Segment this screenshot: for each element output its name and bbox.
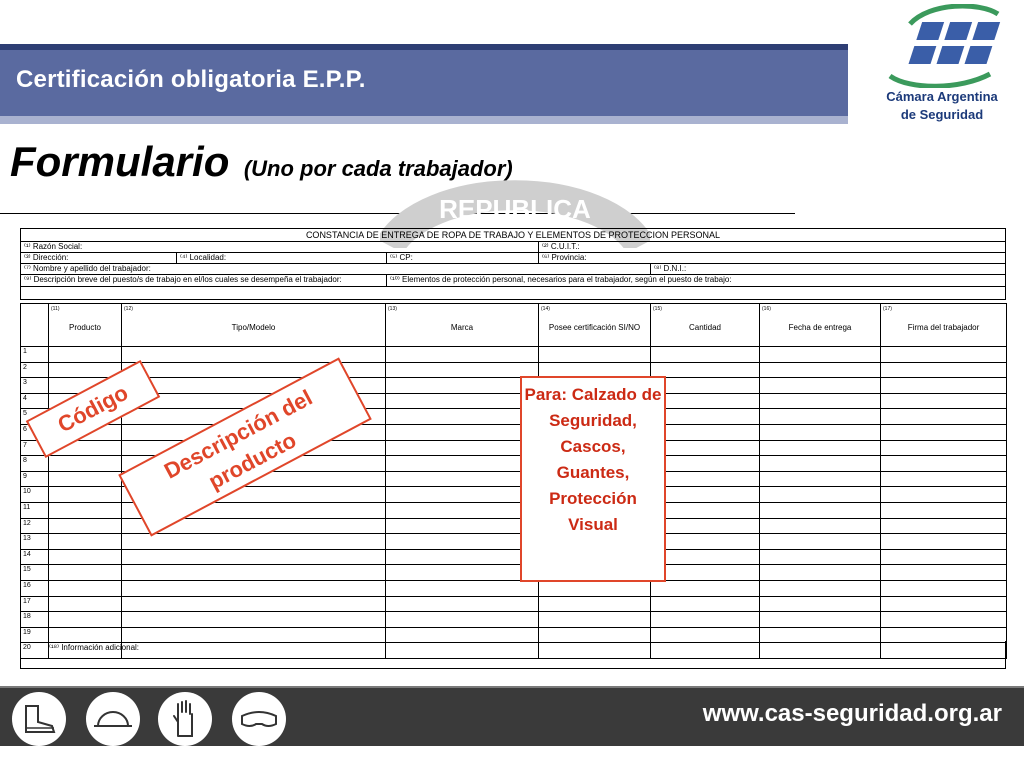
- table-cell: [881, 409, 1007, 425]
- table-cell: [386, 409, 539, 425]
- table-cell: [539, 612, 651, 628]
- boot-icon: [12, 692, 66, 746]
- table-cell: [881, 518, 1007, 534]
- nombre-label: ⁽⁷⁾ Nombre y apellido del trabajador:: [21, 264, 651, 274]
- table-cell: [651, 612, 760, 628]
- table-row: [21, 596, 1007, 612]
- direccion-label: ⁽³⁾ Dirección:: [21, 253, 177, 263]
- table-cell: [49, 580, 122, 596]
- table-cell: [386, 534, 539, 550]
- table-cell: [386, 596, 539, 612]
- table-cell: [651, 471, 760, 487]
- table-cell: [386, 549, 539, 565]
- table-row: [21, 565, 1007, 581]
- row-number: 3: [21, 378, 49, 394]
- table-row: [21, 409, 1007, 425]
- table-cell: [881, 362, 1007, 378]
- table-row: [21, 534, 1007, 550]
- row-number: 9: [21, 471, 49, 487]
- logo-icon: [880, 4, 1010, 88]
- table-cell: [386, 580, 539, 596]
- table-cell: [539, 347, 651, 363]
- table-cell: [651, 347, 760, 363]
- table-cell: [651, 487, 760, 503]
- table-row: [21, 378, 1007, 394]
- table-cell: [386, 487, 539, 503]
- table-cell: [760, 440, 881, 456]
- table-cell: [651, 409, 760, 425]
- form-row-blank: [21, 287, 1005, 300]
- table-cell: [386, 347, 539, 363]
- table-cell: [760, 362, 881, 378]
- form-header: [20, 228, 1006, 300]
- table-cell: [760, 393, 881, 409]
- row-number: 14: [21, 549, 49, 565]
- row-number: 18: [21, 612, 49, 628]
- table-cell: [881, 378, 1007, 394]
- row-number: 2: [21, 362, 49, 378]
- table-cell: [760, 612, 881, 628]
- cuit-label: ⁽²⁾ C.U.I.T.:: [542, 242, 580, 251]
- table-cell: [881, 502, 1007, 518]
- table-cell: [651, 502, 760, 518]
- table-cell: [49, 596, 122, 612]
- table-cell: [651, 580, 760, 596]
- logo-line-2: de Seguridad: [900, 107, 984, 122]
- table-cell: [49, 549, 122, 565]
- table-cell: [122, 534, 386, 550]
- table-cell: [760, 378, 881, 394]
- col-header-tipo-modelo: (12) Tipo/Modelo: [122, 304, 386, 347]
- razon-social-label: ⁽¹⁾ Razón Social:: [21, 242, 539, 252]
- row-number: 17: [21, 596, 49, 612]
- table-cell: [651, 518, 760, 534]
- goggles-icon: [232, 692, 286, 746]
- table-cell: [49, 534, 122, 550]
- table-cell: [651, 440, 760, 456]
- row-number: 16: [21, 580, 49, 596]
- table-cell: [760, 409, 881, 425]
- header-band-bottom: [0, 116, 848, 124]
- form-row-razon: [21, 242, 1005, 253]
- footer-url[interactable]: www.cas-seguridad.org.ar: [702, 700, 1002, 727]
- col-header-firma: (17) Firma del trabajador: [881, 304, 1007, 347]
- table-cell: [122, 549, 386, 565]
- table-cell: [881, 456, 1007, 472]
- col-header-fecha: (16) Fecha de entrega: [760, 304, 881, 347]
- table-cell: [539, 596, 651, 612]
- table-cell: [386, 440, 539, 456]
- info-adicional-label: ⁽¹⁸⁾ Información adicional:: [49, 643, 140, 652]
- table-cell: [760, 424, 881, 440]
- callout-para: Para: Calzado de Seguridad, Cascos, Guantes, Protección Visual: [520, 376, 666, 582]
- table-cell: [760, 549, 881, 565]
- table-cell: [122, 580, 386, 596]
- table-cell: [760, 471, 881, 487]
- row-number: 13: [21, 534, 49, 550]
- info-adicional-row: [20, 641, 1006, 669]
- table-cell: [539, 580, 651, 596]
- table-cell: [760, 565, 881, 581]
- table-cell: [49, 518, 122, 534]
- logo-text: [870, 88, 1014, 124]
- form-row-nombre: [21, 264, 1005, 275]
- form-row-descripcion: [21, 275, 1005, 287]
- table-cell: [49, 456, 122, 472]
- row-number: 8: [21, 456, 49, 472]
- table-cell: [760, 596, 881, 612]
- table-cell: [881, 580, 1007, 596]
- col-header-marca: (13) Marca: [386, 304, 539, 347]
- table-cell: [651, 596, 760, 612]
- table-cell: [651, 534, 760, 550]
- logo-line-1: Cámara Argentina: [886, 89, 998, 104]
- table-cell: [651, 362, 760, 378]
- table-cell: [386, 362, 539, 378]
- table-cell: [760, 518, 881, 534]
- row-number: 10: [21, 487, 49, 503]
- table-cell: [881, 549, 1007, 565]
- table-cell: [760, 456, 881, 472]
- table-row: [21, 549, 1007, 565]
- table-cell: [651, 456, 760, 472]
- table-cell: [760, 580, 881, 596]
- watermark-text: REPUBLICA: [439, 194, 591, 224]
- table-cell: [386, 565, 539, 581]
- glove-icon: [158, 692, 212, 746]
- table-cell: [651, 565, 760, 581]
- table-row: [21, 362, 1007, 378]
- table-cell: [49, 487, 122, 503]
- row-number: 1: [21, 347, 49, 363]
- table-cell: [386, 502, 539, 518]
- table-row: [21, 580, 1007, 596]
- table-cell: [386, 612, 539, 628]
- localidad-label: ⁽⁴⁾ Localidad:: [177, 253, 387, 263]
- table-cell: [881, 471, 1007, 487]
- table-cell: [122, 596, 386, 612]
- table-cell: [386, 518, 539, 534]
- table-header-row: [21, 304, 1007, 347]
- dni-label: ⁽⁸⁾ D.N.I.:: [654, 264, 687, 273]
- table-cell: [651, 549, 760, 565]
- table-cell: [760, 534, 881, 550]
- table-cell: [651, 393, 760, 409]
- table-cell: [651, 378, 760, 394]
- row-number: 20: [21, 643, 49, 659]
- table-cell: [760, 502, 881, 518]
- col-header-certificacion: (14) Posee certificación SI/NO: [539, 304, 651, 347]
- headline-title: Formulario: [10, 138, 230, 185]
- table-cell: [386, 471, 539, 487]
- descripcion-label: ⁽⁹⁾ Descripción breve del puesto/s de trabajo en el/los cuales se desempeña el trabajador:: [21, 275, 387, 286]
- headline-subtitle: (Uno por cada trabajador): [243, 156, 513, 181]
- table-cell: [49, 565, 122, 581]
- col-header-producto: (11) Producto: [49, 304, 122, 347]
- table-row: [21, 424, 1007, 440]
- table-cell: [760, 487, 881, 503]
- table-cell: [881, 534, 1007, 550]
- provincia-label: ⁽⁶⁾ Provincia:: [542, 253, 587, 262]
- row-number: 6: [21, 424, 49, 440]
- col-header-cantidad: (15) Cantidad: [651, 304, 760, 347]
- page-title: Certificación obligatoria E.P.P.: [16, 66, 366, 93]
- row-number: 12: [21, 518, 49, 534]
- table-row: [21, 347, 1007, 363]
- row-number: 5: [21, 409, 49, 425]
- table-cell: [881, 565, 1007, 581]
- table-row: [21, 612, 1007, 628]
- table-cell: [49, 347, 122, 363]
- form-row-direccion: [21, 253, 1005, 264]
- table-cell: [386, 393, 539, 409]
- table-cell: [651, 424, 760, 440]
- table-cell: [49, 471, 122, 487]
- row-number: 7: [21, 440, 49, 456]
- table-cell: [49, 502, 122, 518]
- row-number: 11: [21, 502, 49, 518]
- table-cell: [881, 393, 1007, 409]
- table-cell: [122, 612, 386, 628]
- table-cell: [881, 596, 1007, 612]
- helmet-icon: [86, 692, 140, 746]
- table-cell: [881, 612, 1007, 628]
- table-cell: [122, 347, 386, 363]
- row-number: 4: [21, 393, 49, 409]
- row-number: 15: [21, 565, 49, 581]
- table-cell: [760, 347, 881, 363]
- row-number: 19: [21, 627, 49, 643]
- table-cell: [386, 378, 539, 394]
- form-title: CONSTANCIA DE ENTREGA DE ROPA DE TRABAJO Y ELEMENTOS DE PROTECCION PERSONAL: [21, 228, 1005, 242]
- callout-codigo: Código: [26, 360, 161, 458]
- table-row: [21, 393, 1007, 409]
- callout-descripcion: Descripción del producto: [118, 357, 372, 536]
- table-cell: [881, 347, 1007, 363]
- elementos-label: ⁽¹⁰⁾ Elementos de protección personal, necesarios para el trabajador, según el puesto de trabajo:: [390, 275, 732, 284]
- table-cell: [386, 424, 539, 440]
- table-cell: [881, 424, 1007, 440]
- table-cell: [881, 487, 1007, 503]
- table-cell: [122, 565, 386, 581]
- col-header-number: [21, 304, 49, 347]
- cp-label: ⁽⁵⁾ CP:: [387, 253, 539, 263]
- table-cell: [386, 456, 539, 472]
- table-cell: [49, 612, 122, 628]
- table-cell: [881, 440, 1007, 456]
